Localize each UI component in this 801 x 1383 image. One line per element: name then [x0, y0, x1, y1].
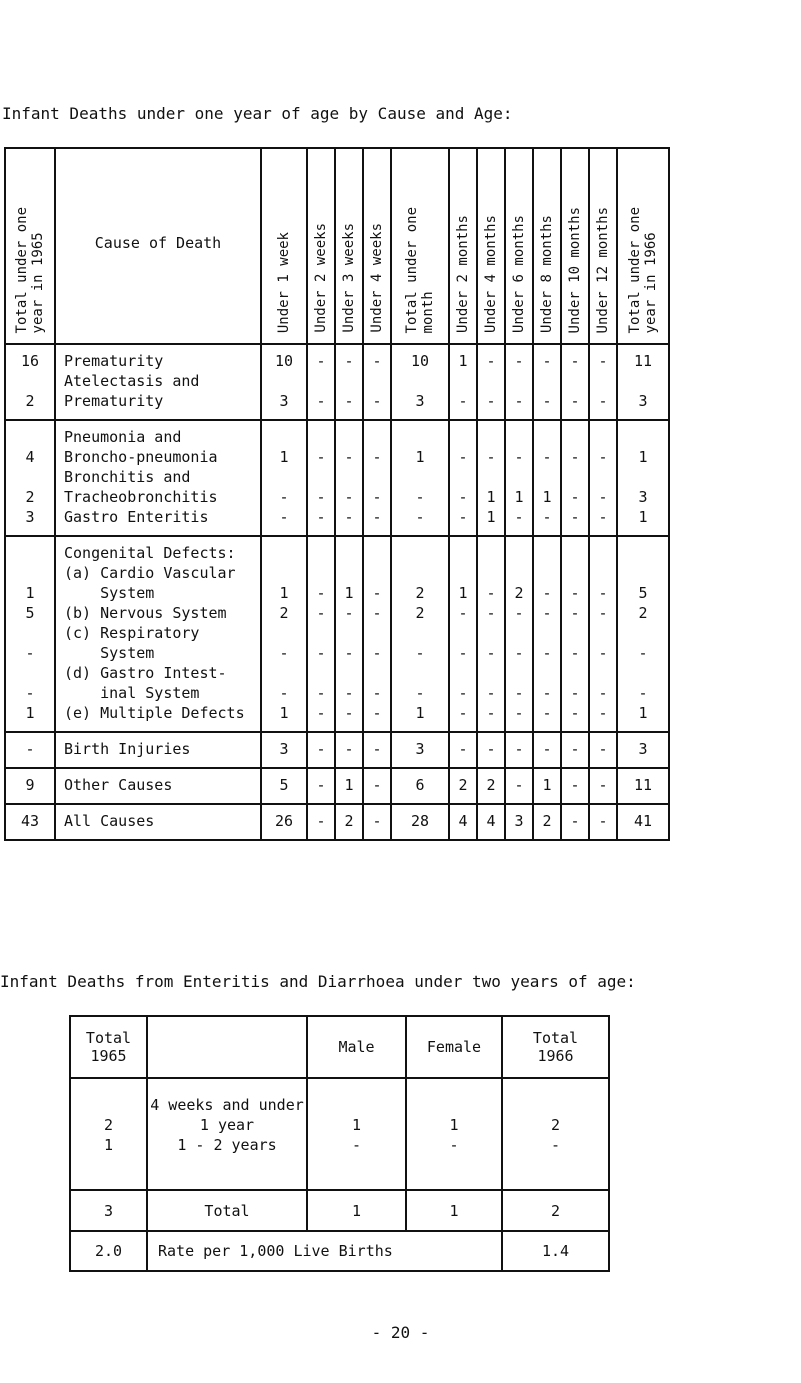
- value-cell: - - -: [335, 420, 363, 536]
- header-cell: Under 4 months: [477, 148, 505, 344]
- header-cell: Total under one year in 1965: [5, 148, 55, 344]
- value-cell: - -: [589, 344, 617, 420]
- t2-rate-1966: 1.4: [502, 1231, 609, 1271]
- value-cell: -: [505, 732, 533, 768]
- t2-header-male: Male: [307, 1016, 406, 1078]
- header-cell: Under 2 months: [449, 148, 477, 344]
- t2-category-cell: 4 weeks and under 1 year 1 - 2 years: [147, 1078, 307, 1190]
- value-cell: 3: [261, 732, 307, 768]
- value-cell: 1: [533, 768, 561, 804]
- value-cell: 4: [477, 804, 505, 840]
- value-cell: - - - - -: [589, 536, 617, 732]
- value-cell: - - - - -: [363, 536, 391, 732]
- cause-cell: Prematurity Atelectasis and Prematurity: [55, 344, 261, 420]
- t2-rate-1965: 2.0: [70, 1231, 147, 1271]
- value-cell: 2 2 - - 1: [391, 536, 449, 732]
- t2-header-female: Female: [406, 1016, 502, 1078]
- value-cell: -: [561, 732, 589, 768]
- table2-title: Infant Deaths from Enteritis and Diarrhoea under two years of age:: [0, 972, 636, 991]
- header-cell: Under 2 weeks: [307, 148, 335, 344]
- header-cell: Total under one month: [391, 148, 449, 344]
- value-cell: - -: [533, 344, 561, 420]
- value-cell: 10 3: [391, 344, 449, 420]
- value-cell: 1 - -: [261, 420, 307, 536]
- t2-header-category: [147, 1016, 307, 1078]
- value-cell: 5: [261, 768, 307, 804]
- cause-group-row: [5, 536, 669, 732]
- value-cell: 1 -: [449, 344, 477, 420]
- header-cell: Cause of Death: [55, 148, 261, 344]
- t2-total-label: Total: [147, 1190, 307, 1231]
- header-cell: Under 6 months: [505, 148, 533, 344]
- value-cell: - - -: [449, 420, 477, 536]
- t2-total-1966: 2: [502, 1190, 609, 1231]
- value-cell: - -: [477, 344, 505, 420]
- t2-total-male: 1: [307, 1190, 406, 1231]
- t2-male-cell: 1 -: [307, 1078, 406, 1190]
- t2-rate-label: Rate per 1,000 Live Births: [147, 1231, 502, 1271]
- value-cell: - - - - -: [533, 536, 561, 732]
- infant-deaths-by-cause-table: [4, 147, 670, 841]
- value-cell: -: [363, 768, 391, 804]
- value-cell: 43: [5, 804, 55, 840]
- value-cell: 2: [335, 804, 363, 840]
- value-cell: 10 3: [261, 344, 307, 420]
- value-cell: 41: [617, 804, 669, 840]
- t2-rate-row: [70, 1231, 609, 1271]
- value-cell: 1 5 - - 1: [5, 536, 55, 732]
- header-cell: Under 12 months: [589, 148, 617, 344]
- cause-group-row: [5, 804, 669, 840]
- header-cell: Under 1 week: [261, 148, 307, 344]
- value-cell: -: [363, 732, 391, 768]
- header-cell: Under 4 weeks: [363, 148, 391, 344]
- header-cell: Under 8 months: [533, 148, 561, 344]
- value-cell: 4: [449, 804, 477, 840]
- value-cell: 9: [5, 768, 55, 804]
- value-cell: 1 2 - - 1: [261, 536, 307, 732]
- value-cell: - 1 -: [505, 420, 533, 536]
- t2-header-total-1966: Total 1966: [502, 1016, 609, 1078]
- value-cell: 3: [391, 732, 449, 768]
- value-cell: - -: [307, 344, 335, 420]
- value-cell: - 1 1: [477, 420, 505, 536]
- value-cell: -: [335, 732, 363, 768]
- value-cell: 3: [505, 804, 533, 840]
- value-cell: - - -: [307, 420, 335, 536]
- value-cell: -: [589, 768, 617, 804]
- t2-total-female: 1: [406, 1190, 502, 1231]
- cause-cell: Other Causes: [55, 768, 261, 804]
- t2-total-1965: 3: [70, 1190, 147, 1231]
- value-cell: - - - - -: [477, 536, 505, 732]
- value-cell: -: [363, 804, 391, 840]
- value-cell: -: [561, 768, 589, 804]
- value-cell: - - -: [589, 420, 617, 536]
- value-cell: - -: [335, 344, 363, 420]
- cause-group-row: [5, 732, 669, 768]
- t2-female-cell: 1 -: [406, 1078, 502, 1190]
- value-cell: -: [307, 804, 335, 840]
- value-cell: 1 3 1: [617, 420, 669, 536]
- value-cell: 1 - - - -: [335, 536, 363, 732]
- enteritis-diarrhoea-table: [69, 1015, 610, 1272]
- value-cell: - 1 -: [533, 420, 561, 536]
- cause-cell: Birth Injuries: [55, 732, 261, 768]
- cause-group-row: [5, 768, 669, 804]
- value-cell: 16 2: [5, 344, 55, 420]
- value-cell: 4 2 3: [5, 420, 55, 536]
- header-cell: Under 3 weeks: [335, 148, 363, 344]
- value-cell: -: [561, 804, 589, 840]
- value-cell: -: [5, 732, 55, 768]
- cause-cell: All Causes: [55, 804, 261, 840]
- value-cell: 1: [335, 768, 363, 804]
- header-row: [5, 148, 669, 344]
- t2-total-row: [70, 1190, 609, 1231]
- page-number: - 20 -: [371, 1323, 430, 1342]
- value-cell: 2: [533, 804, 561, 840]
- value-cell: 6: [391, 768, 449, 804]
- header-cell: Total under one year in 1966: [617, 148, 669, 344]
- cause-group-row: [5, 420, 669, 536]
- t2-total-1965-cell: 2 1: [70, 1078, 147, 1190]
- value-cell: - - - - -: [307, 536, 335, 732]
- t2-total-1966-cell: 2 -: [502, 1078, 609, 1190]
- value-cell: 2: [477, 768, 505, 804]
- t2-age-rows: [70, 1078, 609, 1190]
- value-cell: -: [477, 732, 505, 768]
- value-cell: -: [307, 768, 335, 804]
- value-cell: - -: [561, 344, 589, 420]
- value-cell: 28: [391, 804, 449, 840]
- value-cell: - -: [505, 344, 533, 420]
- header-cell: Under 10 months: [561, 148, 589, 344]
- cause-cell: Congenital Defects: (a) Cardio Vascular System (b) Nervous System (c) Respiratory System (d) Gastro Intest- inal System (e) Multiple Defects: [55, 536, 261, 732]
- value-cell: -: [589, 804, 617, 840]
- value-cell: 3: [617, 732, 669, 768]
- value-cell: 2: [449, 768, 477, 804]
- value-cell: 11 3: [617, 344, 669, 420]
- t2-header-total-1965: Total 1965: [70, 1016, 147, 1078]
- value-cell: 26: [261, 804, 307, 840]
- value-cell: -: [505, 768, 533, 804]
- value-cell: 1 - - - -: [449, 536, 477, 732]
- value-cell: - - -: [561, 420, 589, 536]
- value-cell: -: [533, 732, 561, 768]
- t2-header-row: [70, 1016, 609, 1078]
- value-cell: -: [307, 732, 335, 768]
- value-cell: 1 - -: [391, 420, 449, 536]
- value-cell: 5 2 - - 1: [617, 536, 669, 732]
- value-cell: 11: [617, 768, 669, 804]
- table1-title: Infant Deaths under one year of age by Cause and Age:: [2, 104, 513, 123]
- value-cell: 2 - - - -: [505, 536, 533, 732]
- value-cell: -: [449, 732, 477, 768]
- cause-group-row: [5, 344, 669, 420]
- value-cell: - - -: [363, 420, 391, 536]
- value-cell: -: [589, 732, 617, 768]
- value-cell: - - - - -: [561, 536, 589, 732]
- value-cell: - -: [363, 344, 391, 420]
- cause-cell: Pneumonia and Broncho-pneumonia Bronchitis and Tracheobronchitis Gastro Enteritis: [55, 420, 261, 536]
